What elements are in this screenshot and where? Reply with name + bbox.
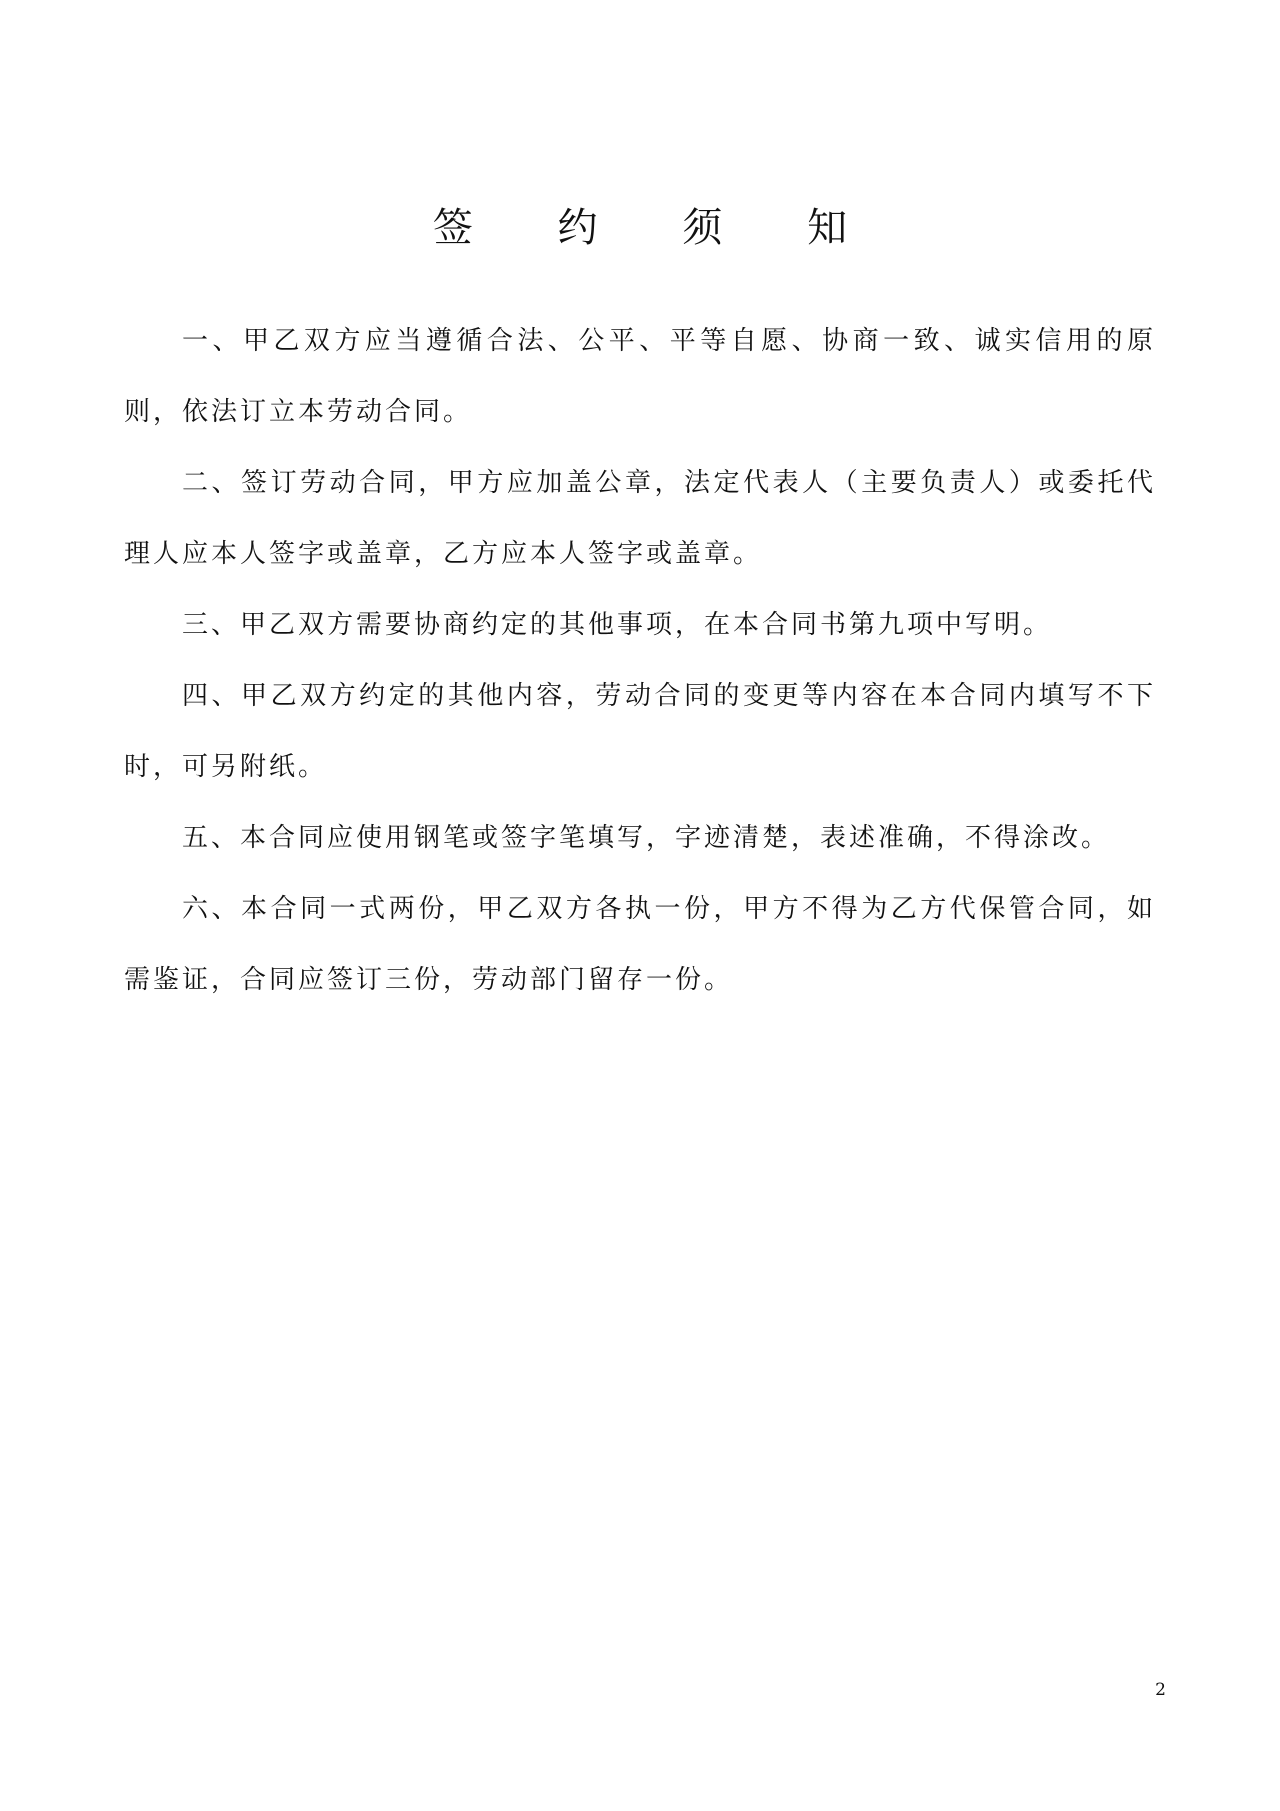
notice-item-1: 一、甲乙双方应当遵循合法、公平、平等自愿、协商一致、诚实信用的原则，依法订立本劳动合同。	[124, 326, 1156, 427]
page-number: 2	[1155, 1680, 1166, 1700]
notice-body	[124, 306, 1156, 1016]
notice-item-2: 二、签订劳动合同，甲方应加盖公章，法定代表人（主要负责人）或委托代理人应本人签字或盖章，乙方应本人签字或盖章。	[124, 468, 1156, 569]
notice-item-5: 五、本合同应使用钢笔或签字笔填写，字迹清楚，表述准确，不得涂改。	[182, 823, 1111, 853]
page-title: 签 约 须 知	[432, 205, 884, 251]
notice-item-3: 三、甲乙双方需要协商约定的其他事项，在本合同书第九项中写明。	[182, 610, 1053, 640]
notice-item-6: 六、本合同一式两份，甲乙双方各执一份，甲方不得为乙方代保管合同，如需鉴证，合同应签订三份，劳动部门留存一份。	[124, 894, 1156, 995]
notice-item-4: 四、甲乙双方约定的其他内容，劳动合同的变更等内容在本合同内填写不下时，可另附纸。	[124, 681, 1156, 782]
